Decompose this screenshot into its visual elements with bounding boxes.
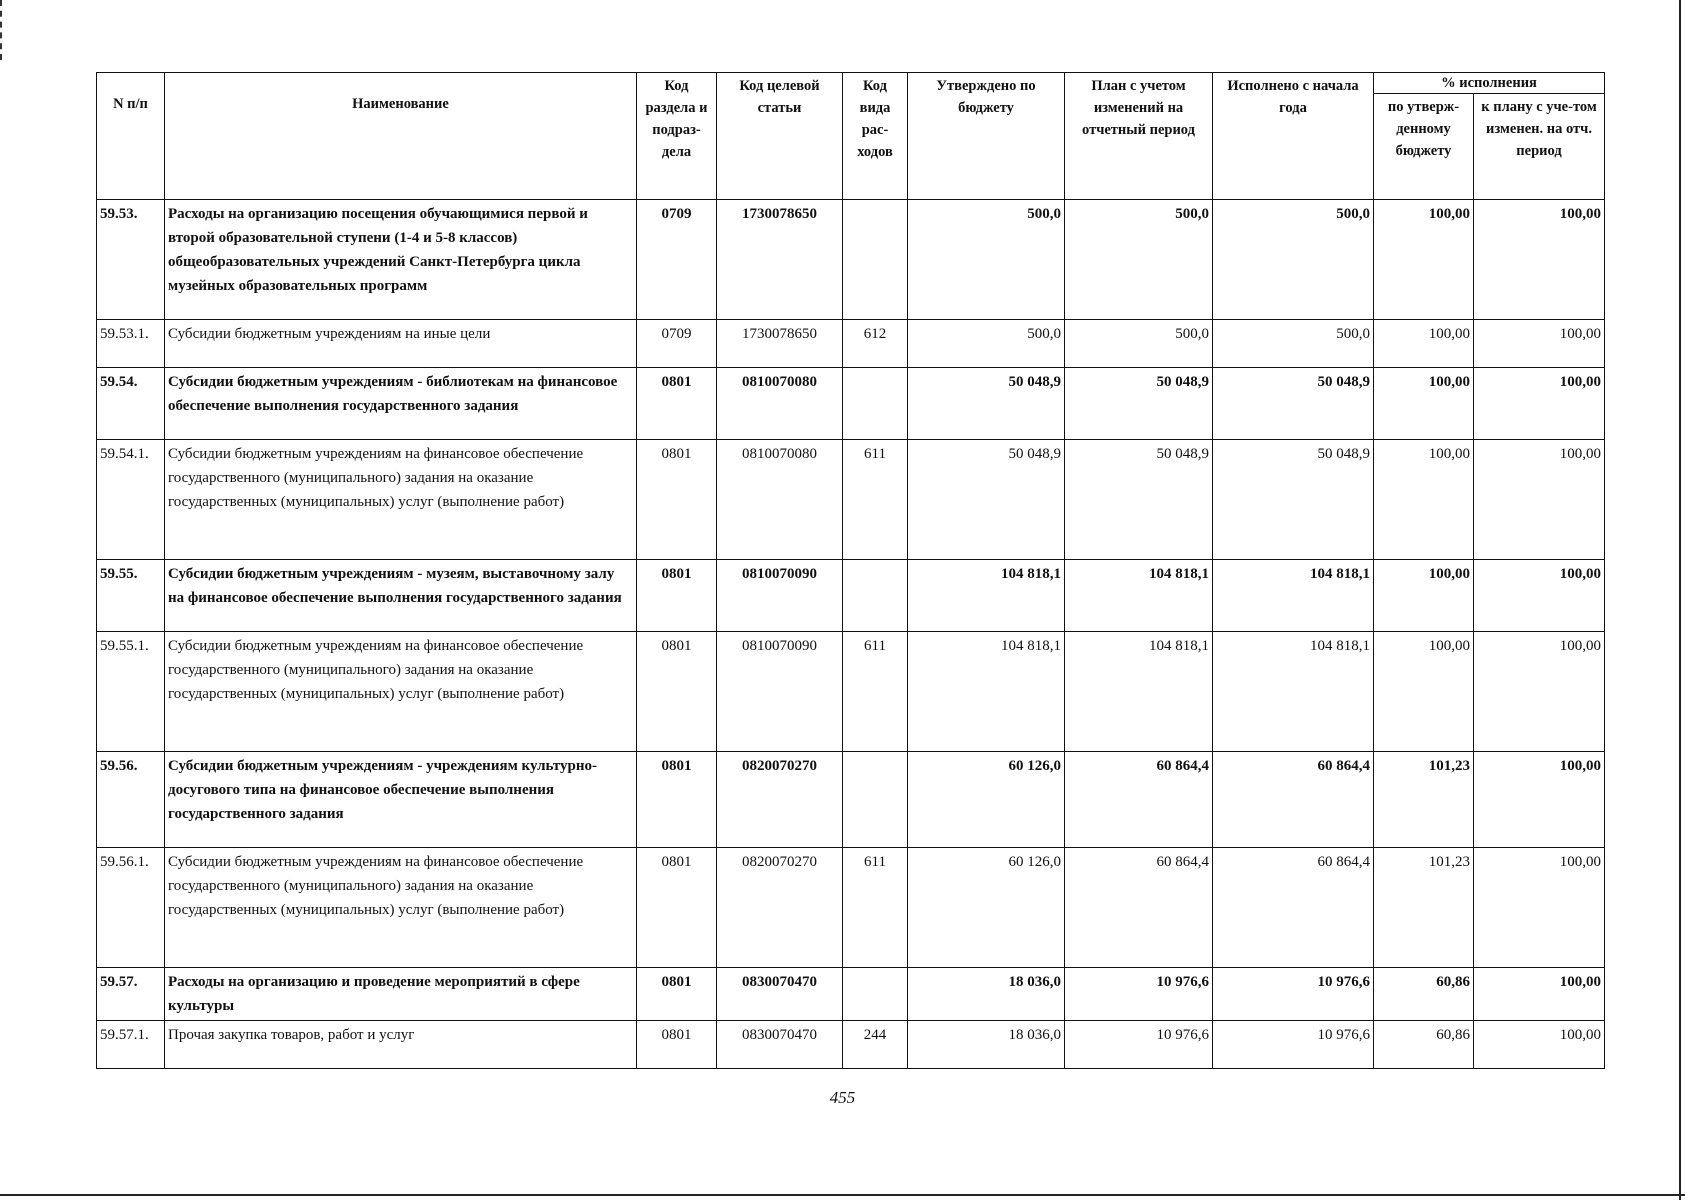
row-plan: 50 048,9: [1065, 440, 1213, 560]
row-approved: 500,0: [908, 200, 1065, 320]
row-approved: 18 036,0: [908, 968, 1065, 1021]
row-name: Субсидии бюджетным учреждениям на финансовое обеспечение государственного (муниципального) задания на оказание государственных (муниципальных) услуг (выполнение работ): [165, 848, 637, 968]
row-target-article: 0810070090: [717, 560, 843, 632]
row-name: Расходы на организацию и проведение мероприятий в сфере культуры: [165, 968, 637, 1021]
scan-edge-marks: [0, 0, 6, 60]
row-name: Субсидии бюджетным учреждениям на иные цели: [165, 320, 637, 368]
row-pct-plan: 100,00: [1474, 632, 1605, 752]
row-pct-plan: 100,00: [1474, 1021, 1605, 1069]
row-target-article: 0830070470: [717, 1021, 843, 1069]
budget-report-sheet: [96, 72, 1604, 1069]
row-pct-budget: 100,00: [1374, 320, 1474, 368]
row-approved: 104 818,1: [908, 560, 1065, 632]
page-edge-right: [1679, 0, 1681, 1200]
row-target-article: 1730078650: [717, 320, 843, 368]
row-pct-plan: 100,00: [1474, 848, 1605, 968]
row-approved: 104 818,1: [908, 632, 1065, 752]
row-pct-plan: 100,00: [1474, 752, 1605, 848]
header-expense-type-code: Код вида рас-ходов: [843, 73, 908, 200]
table-row: [97, 320, 1605, 368]
row-expense-type: [843, 968, 908, 1021]
header-executed-ytd: Исполнено с начала года: [1213, 73, 1374, 200]
row-expense-type: 611: [843, 848, 908, 968]
row-name: Субсидии бюджетным учреждениям на финансовое обеспечение государственного (муниципального) задания на оказание государственных (муниципальных) услуг (выполнение работ): [165, 632, 637, 752]
row-number: 59.54.1.: [97, 440, 165, 560]
row-plan: 60 864,4: [1065, 848, 1213, 968]
row-target-article: 0820070270: [717, 848, 843, 968]
row-approved: 60 126,0: [908, 848, 1065, 968]
row-name: Расходы на организацию посещения обучающимися первой и второй образовательной ступени (1-4 и 5-8 классов) общеобразовательных учреждений Санкт-Петербурга цикла музейных образовательных программ: [165, 200, 637, 320]
table-row: [97, 1021, 1605, 1069]
row-executed: 10 976,6: [1213, 968, 1374, 1021]
row-plan: 10 976,6: [1065, 1021, 1213, 1069]
row-section-code: 0801: [637, 632, 717, 752]
row-plan: 500,0: [1065, 200, 1213, 320]
page-number: 455: [829, 1088, 856, 1107]
header-plan-with-changes: План с учетом изменений на отчетный период: [1065, 73, 1213, 200]
header-num: N п/п: [97, 73, 165, 200]
row-pct-plan: 100,00: [1474, 560, 1605, 632]
row-section-code: 0801: [637, 560, 717, 632]
row-pct-budget: 60,86: [1374, 968, 1474, 1021]
row-executed: 50 048,9: [1213, 440, 1374, 560]
row-pct-budget: 100,00: [1374, 632, 1474, 752]
row-section-code: 0709: [637, 200, 717, 320]
row-number: 59.55.1.: [97, 632, 165, 752]
row-expense-type: [843, 200, 908, 320]
row-pct-plan: 100,00: [1474, 200, 1605, 320]
row-pct-plan: 100,00: [1474, 440, 1605, 560]
row-approved: 500,0: [908, 320, 1065, 368]
table-row: [97, 968, 1605, 1021]
row-pct-plan: 100,00: [1474, 368, 1605, 440]
row-expense-type: 244: [843, 1021, 908, 1069]
row-executed: 10 976,6: [1213, 1021, 1374, 1069]
row-expense-type: [843, 752, 908, 848]
row-section-code: 0801: [637, 848, 717, 968]
row-expense-type: 612: [843, 320, 908, 368]
row-number: 59.55.: [97, 560, 165, 632]
row-number: 59.57.: [97, 968, 165, 1021]
row-section-code: 0801: [637, 368, 717, 440]
row-executed: 50 048,9: [1213, 368, 1374, 440]
row-executed: 60 864,4: [1213, 848, 1374, 968]
table-row: [97, 752, 1605, 848]
header-target-article-code: Код целевой статьи: [717, 73, 843, 200]
row-number: 59.56.: [97, 752, 165, 848]
row-pct-budget: 60,86: [1374, 1021, 1474, 1069]
row-section-code: 0709: [637, 320, 717, 368]
row-executed: 500,0: [1213, 320, 1374, 368]
row-plan: 50 048,9: [1065, 368, 1213, 440]
row-expense-type: [843, 560, 908, 632]
header-percent-execution: % исполнения: [1374, 73, 1605, 94]
row-expense-type: 611: [843, 440, 908, 560]
row-target-article: 1730078650: [717, 200, 843, 320]
row-target-article: 0810070080: [717, 368, 843, 440]
row-name: Прочая закупка товаров, работ и услуг: [165, 1021, 637, 1069]
row-pct-plan: 100,00: [1474, 968, 1605, 1021]
header-section-code: Код раздела и подраз-дела: [637, 73, 717, 200]
row-pct-budget: 100,00: [1374, 440, 1474, 560]
row-plan: 60 864,4: [1065, 752, 1213, 848]
row-executed: 500,0: [1213, 200, 1374, 320]
row-section-code: 0801: [637, 968, 717, 1021]
header-name: Наименование: [165, 73, 637, 200]
table-row: [97, 200, 1605, 320]
row-executed: 60 864,4: [1213, 752, 1374, 848]
row-number: 59.56.1.: [97, 848, 165, 968]
row-approved: 18 036,0: [908, 1021, 1065, 1069]
row-approved: 50 048,9: [908, 440, 1065, 560]
header-approved-budget: Утверждено по бюджету: [908, 73, 1065, 200]
row-approved: 60 126,0: [908, 752, 1065, 848]
table-row: [97, 368, 1605, 440]
row-number: 59.53.: [97, 200, 165, 320]
row-name: Субсидии бюджетным учреждениям - библиотекам на финансовое обеспечение выполнения государственного задания: [165, 368, 637, 440]
row-section-code: 0801: [637, 752, 717, 848]
row-pct-budget: 100,00: [1374, 368, 1474, 440]
table-row: [97, 632, 1605, 752]
row-approved: 50 048,9: [908, 368, 1065, 440]
row-number: 59.57.1.: [97, 1021, 165, 1069]
row-name: Субсидии бюджетным учреждениям - музеям, выставочному залу на финансовое обеспечение выполнения государственного задания: [165, 560, 637, 632]
row-plan: 104 818,1: [1065, 560, 1213, 632]
row-expense-type: 611: [843, 632, 908, 752]
row-plan: 500,0: [1065, 320, 1213, 368]
row-target-article: 0830070470: [717, 968, 843, 1021]
row-executed: 104 818,1: [1213, 560, 1374, 632]
row-name: Субсидии бюджетным учреждениям - учреждениям культурно-досугового типа на финансовое обеспечение выполнения государственного задания: [165, 752, 637, 848]
row-expense-type: [843, 368, 908, 440]
budget-execution-table: [96, 72, 1605, 1069]
row-target-article: 0820070270: [717, 752, 843, 848]
row-pct-budget: 101,23: [1374, 848, 1474, 968]
header-percent-of-budget: по утверж-денному бюджету: [1374, 94, 1474, 200]
row-target-article: 0810070080: [717, 440, 843, 560]
table-row: [97, 560, 1605, 632]
table-row: [97, 848, 1605, 968]
row-pct-budget: 101,23: [1374, 752, 1474, 848]
page-edge-bottom: [0, 1194, 1685, 1196]
row-number: 59.54.: [97, 368, 165, 440]
header-percent-of-plan: к плану с уче-том изменен. на отч. период: [1474, 94, 1605, 200]
row-section-code: 0801: [637, 440, 717, 560]
row-section-code: 0801: [637, 1021, 717, 1069]
row-pct-plan: 100,00: [1474, 320, 1605, 368]
row-plan: 104 818,1: [1065, 632, 1213, 752]
row-name: Субсидии бюджетным учреждениям на финансовое обеспечение государственного (муниципального) задания на оказание государственных (муниципальных) услуг (выполнение работ): [165, 440, 637, 560]
row-plan: 10 976,6: [1065, 968, 1213, 1021]
table-row: [97, 440, 1605, 560]
row-pct-budget: 100,00: [1374, 560, 1474, 632]
row-number: 59.53.1.: [97, 320, 165, 368]
row-target-article: 0810070090: [717, 632, 843, 752]
row-executed: 104 818,1: [1213, 632, 1374, 752]
row-pct-budget: 100,00: [1374, 200, 1474, 320]
